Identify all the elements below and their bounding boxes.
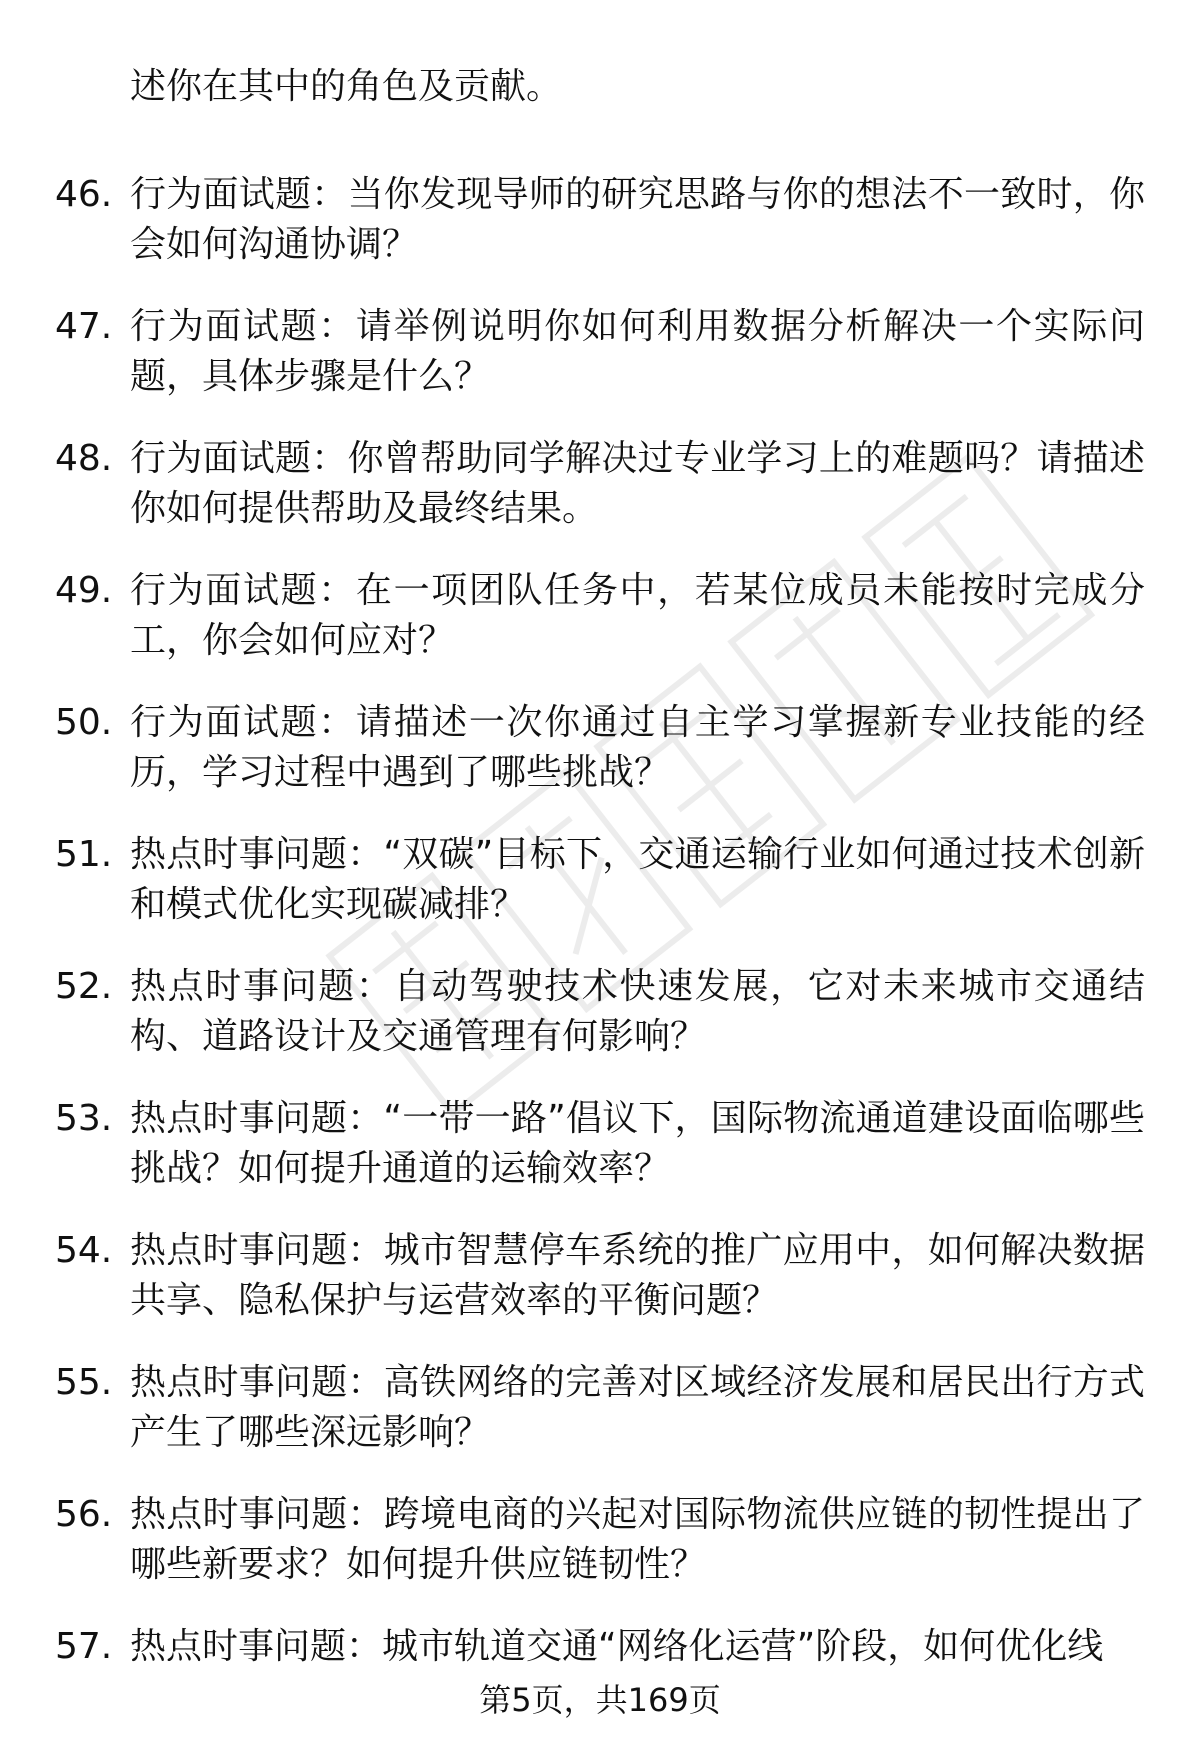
list-item xyxy=(55,434,1145,534)
list-item xyxy=(55,698,1145,798)
list-item xyxy=(55,1358,1145,1458)
question-number: 46. xyxy=(55,174,113,215)
list-item xyxy=(55,1094,1145,1194)
question-text: 行为面试题：在一项团队任务中，若某位成员未能按时完成分工，你会如何应对？ xyxy=(130,570,1145,661)
question-text: 热点时事问题：高铁网络的完善对区域经济发展和居民出行方式产生了哪些深远影响？ xyxy=(130,1362,1145,1453)
question-number: 53. xyxy=(55,1098,113,1139)
question-number: 56. xyxy=(55,1494,113,1535)
question-text: 热点时事问题：城市轨道交通“网络化运营”阶段，如何优化线 xyxy=(130,1626,1104,1667)
question-number: 49. xyxy=(55,570,113,611)
question-number: 50. xyxy=(55,702,113,743)
question-text: 热点时事问题：自动驾驶技术快速发展，它对未来城市交通结构、道路设计及交通管理有何影响？ xyxy=(130,966,1145,1057)
question-text: 行为面试题：你曾帮助同学解决过专业学习上的难题吗？请描述你如何提供帮助及最终结果。 xyxy=(130,438,1145,529)
question-number: 52. xyxy=(55,966,113,1007)
list-item xyxy=(55,830,1145,930)
question-list xyxy=(55,170,1145,1672)
list-item xyxy=(55,1490,1145,1590)
question-text: 行为面试题：请描述一次你通过自主学习掌握新专业技能的经历，学习过程中遇到了哪些挑战？ xyxy=(130,702,1145,793)
question-number: 55. xyxy=(55,1362,113,1403)
list-item xyxy=(55,302,1145,402)
list-item xyxy=(55,1622,1145,1672)
question-text: 热点时事问题：跨境电商的兴起对国际物流供应链的韧性提出了哪些新要求？如何提升供应链韧性？ xyxy=(130,1494,1145,1585)
question-text: 热点时事问题：城市智慧停车系统的推广应用中，如何解决数据共享、隐私保护与运营效率的平衡问题？ xyxy=(130,1230,1145,1321)
question-text: 行为面试题：请举例说明你如何利用数据分析解决一个实际问题，具体步骤是什么？ xyxy=(130,306,1145,397)
list-item xyxy=(55,170,1145,270)
question-number: 48. xyxy=(55,438,113,479)
page-footer: 第5页，共169页 xyxy=(479,1681,721,1719)
list-item xyxy=(55,1226,1145,1326)
main-content xyxy=(55,62,1145,1704)
question-number: 54. xyxy=(55,1230,113,1271)
list-item xyxy=(55,566,1145,666)
question-number: 57. xyxy=(55,1626,113,1667)
question-number: 51. xyxy=(55,834,113,875)
question-number: 47. xyxy=(55,306,113,347)
question-text: 热点时事问题：“双碳”目标下，交通运输行业如何通过技术创新和模式优化实现碳减排？ xyxy=(130,834,1145,925)
continuation-text: 述你在其中的角色及贡献。 xyxy=(130,66,563,107)
list-item xyxy=(55,962,1145,1062)
question-text: 热点时事问题：“一带一路”倡议下，国际物流通道建设面临哪些挑战？如何提升通道的运输效率？ xyxy=(130,1098,1145,1189)
question-text: 行为面试题：当你发现导师的研究思路与你的想法不一致时，你会如何沟通协调？ xyxy=(130,174,1145,265)
